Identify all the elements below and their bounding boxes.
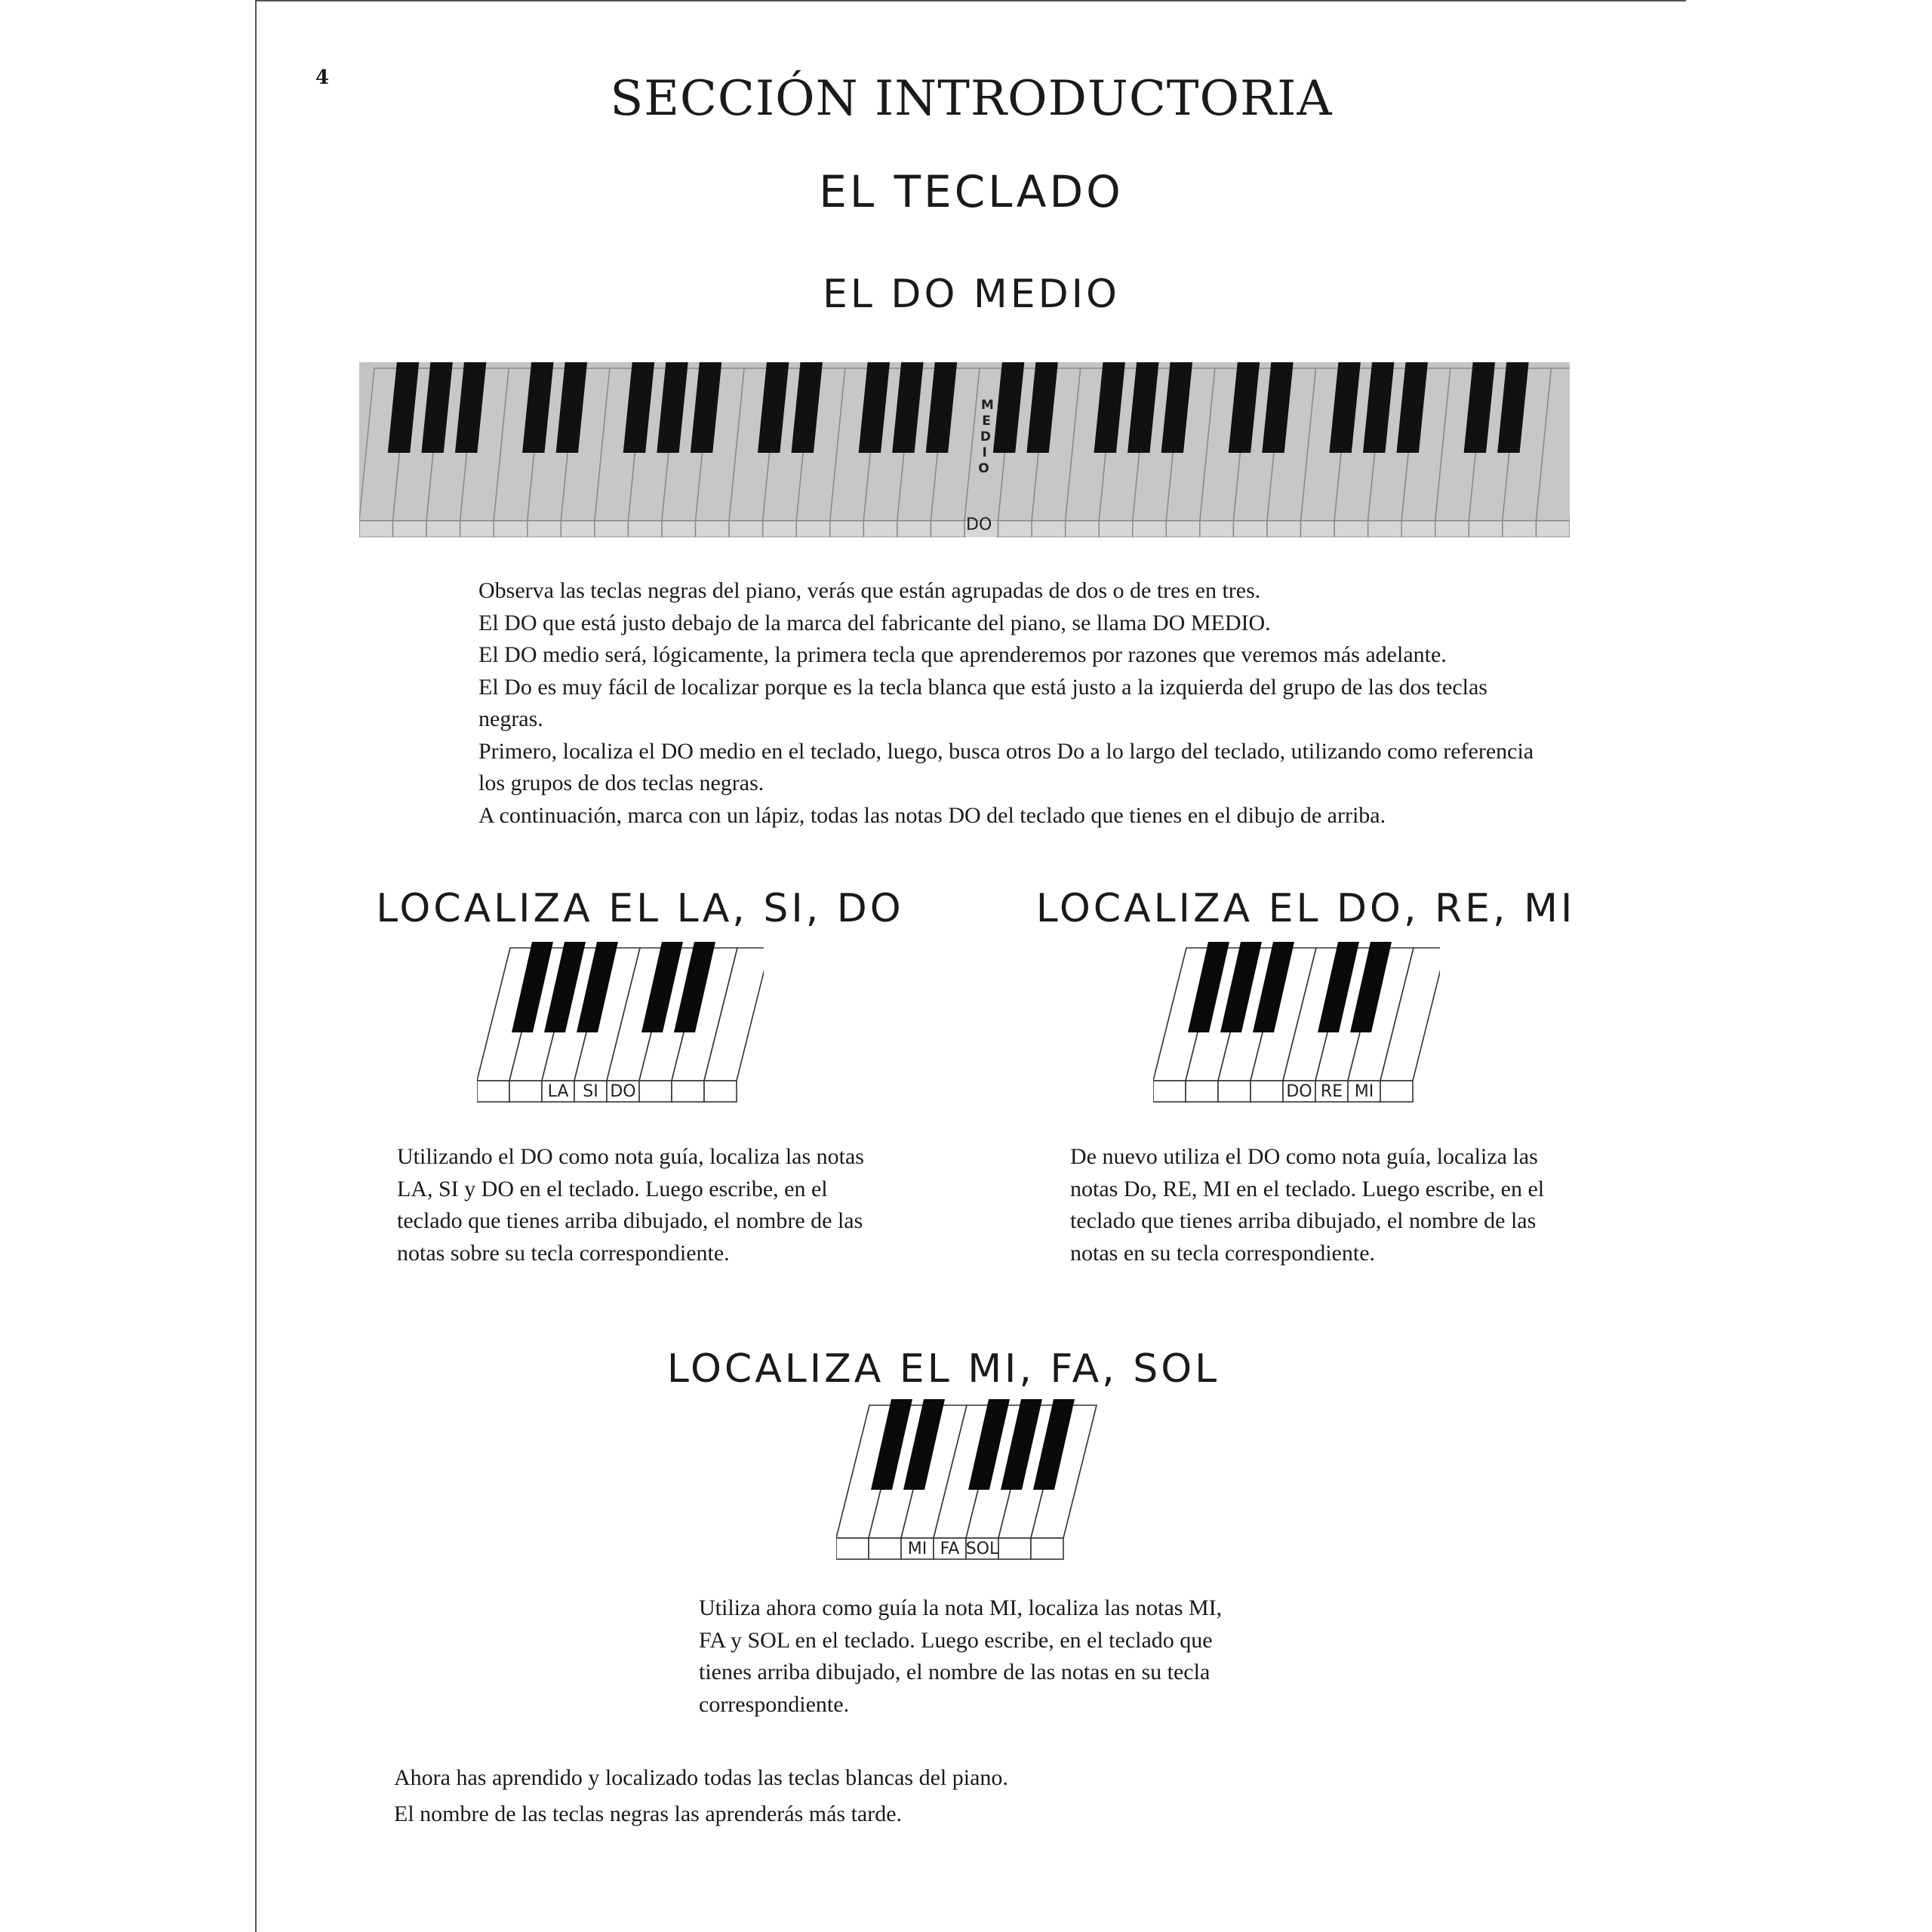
white-key-front [1435, 521, 1469, 537]
white-key-front [639, 1081, 672, 1102]
white-key-front [1200, 521, 1234, 537]
keyboard-la-si-do [477, 942, 764, 1131]
heading-mi-fa-sol: LOCALIZA EL MI, FA, SOL [666, 1346, 1220, 1392]
white-key-front [1166, 521, 1200, 537]
note-label: RE [1320, 1082, 1343, 1101]
description-la-si-do: Utilizando el DO como nota guía, localiza las notas LA, SI y DO en el teclado. Luego escribe, en el teclado que tienes arriba dibujado, el nombre de las notas sobre su tecla correspondiente. [397, 1144, 864, 1266]
white-key-front [561, 521, 595, 537]
subtitle-do-medio: EL DO MEDIO [823, 272, 1120, 317]
white-key-front [1401, 521, 1435, 537]
white-key-front [1380, 1081, 1413, 1102]
white-key-front [662, 521, 696, 537]
medio-letter: D [980, 429, 991, 445]
white-key-front [1153, 1081, 1186, 1102]
heading-do-re-mi: LOCALIZA EL DO, RE, MI [1035, 886, 1576, 931]
white-key-front [1536, 521, 1570, 537]
white-key-front [426, 521, 460, 537]
white-key-front [1031, 1538, 1063, 1559]
white-key-front [704, 1081, 737, 1102]
white-key-front [1066, 521, 1100, 537]
medio-letter: I [982, 445, 987, 460]
white-key-front [460, 521, 494, 537]
white-key-front [796, 521, 830, 537]
white-key-front [1218, 1081, 1251, 1102]
description-do-re-mi: De nuevo utiliza el DO como nota guía, localiza las notas Do, RE, MI en el teclado. Luego escribe, en el teclado que tienes arriba dibujado, el nombre de las notas en su tecla correspondiente. [1070, 1144, 1545, 1266]
intro-text [478, 575, 1550, 832]
note-label: SI [583, 1082, 598, 1101]
medio-letter: O [978, 461, 989, 476]
white-key-front [1099, 521, 1133, 537]
white-key-front [1186, 1081, 1218, 1102]
note-label: SOL [965, 1540, 999, 1558]
white-key-front [1368, 521, 1402, 537]
section-title: SECCIÓN INTRODUCTORIA [610, 71, 1333, 127]
white-key-front [1301, 521, 1335, 537]
white-key-front [595, 521, 629, 537]
white-key-front [628, 521, 662, 537]
keyboard-mi-fa-sol [836, 1399, 1123, 1588]
white-key-front [763, 521, 797, 537]
closing-paragraph: El nombre de las teclas negras las aprenderás más tarde. [394, 1801, 903, 1826]
medio-letter: M [980, 398, 994, 413]
white-key-front [393, 521, 427, 537]
do-medio-label: DO [966, 515, 992, 534]
note-label: MI [907, 1540, 928, 1558]
white-key-front [836, 1538, 869, 1559]
white-key-front [1267, 521, 1301, 537]
page-title: EL TECLADO [819, 166, 1124, 217]
white-key-front [1133, 521, 1167, 537]
white-key-front [931, 521, 964, 537]
note-label: FA [940, 1540, 960, 1558]
keyboard-do-re-mi [1153, 942, 1440, 1131]
note-label: LA [547, 1082, 569, 1101]
white-key-front [696, 521, 730, 537]
white-key-front [1251, 1081, 1283, 1102]
closing-text [394, 1760, 1451, 1832]
white-key-front [729, 521, 763, 537]
white-key-front [998, 521, 1032, 537]
white-key-front [359, 521, 393, 537]
white-key-front [1469, 521, 1503, 537]
document-page [255, 0, 1686, 1932]
intro-paragraph: El DO medio será, lógicamente, la primera tecla que aprenderemos por razones que veremos más adelante. [478, 642, 1447, 667]
note-label: DO [1286, 1082, 1312, 1101]
white-key-front [528, 521, 561, 537]
intro-paragraph: El DO que está justo debajo de la marca del fabricante del piano, se llama DO MEDIO. [478, 610, 1271, 635]
page-number: 4 [315, 66, 330, 89]
white-key-front [1032, 521, 1066, 537]
closing-paragraph: Ahora has aprendido y localizado todas las teclas blancas del piano. [394, 1765, 1008, 1790]
white-key-front [1334, 521, 1368, 537]
middle-c-keyboard-illustration [359, 362, 1570, 537]
white-key-front [1233, 521, 1267, 537]
white-key-front [672, 1081, 704, 1102]
white-key-front [1503, 521, 1537, 537]
intro-paragraph: A continuación, marca con un lápiz, todas las notas DO del teclado que tienes en el dibujo de arriba. [478, 802, 1386, 828]
note-label: MI [1354, 1082, 1374, 1101]
white-key-front [509, 1081, 542, 1102]
intro-paragraph: El Do es muy fácil de localizar porque es la tecla blanca que está justo a la izquierda del grupo de las dos teclas negras. [478, 674, 1487, 731]
white-key-front [998, 1538, 1031, 1559]
medio-letter: E [982, 414, 991, 429]
note-label: DO [610, 1082, 636, 1101]
white-key-front [830, 521, 864, 537]
white-key-front [477, 1081, 509, 1102]
white-key-front [863, 521, 897, 537]
intro-paragraph: Observa las teclas negras del piano, verás que están agrupadas de dos o de tres en tres. [478, 578, 1261, 603]
white-key-front [494, 521, 528, 537]
description-mi-fa-sol: Utiliza ahora como guía la nota MI, localiza las notas MI, FA y SOL en el teclado. Luego escribe, en el teclado que tienes arriba dibujado, el nombre de las notas en su tecla correspondiente. [699, 1595, 1223, 1717]
intro-paragraph: Primero, localiza el DO medio en el teclado, luego, busca otros Do a lo largo del teclado, utilizando como referencia los grupos de dos teclas negras. [478, 738, 1534, 795]
white-key-front [869, 1538, 901, 1559]
white-key-front [897, 521, 931, 537]
heading-la-si-do: LOCALIZA EL LA, SI, DO [376, 886, 904, 931]
